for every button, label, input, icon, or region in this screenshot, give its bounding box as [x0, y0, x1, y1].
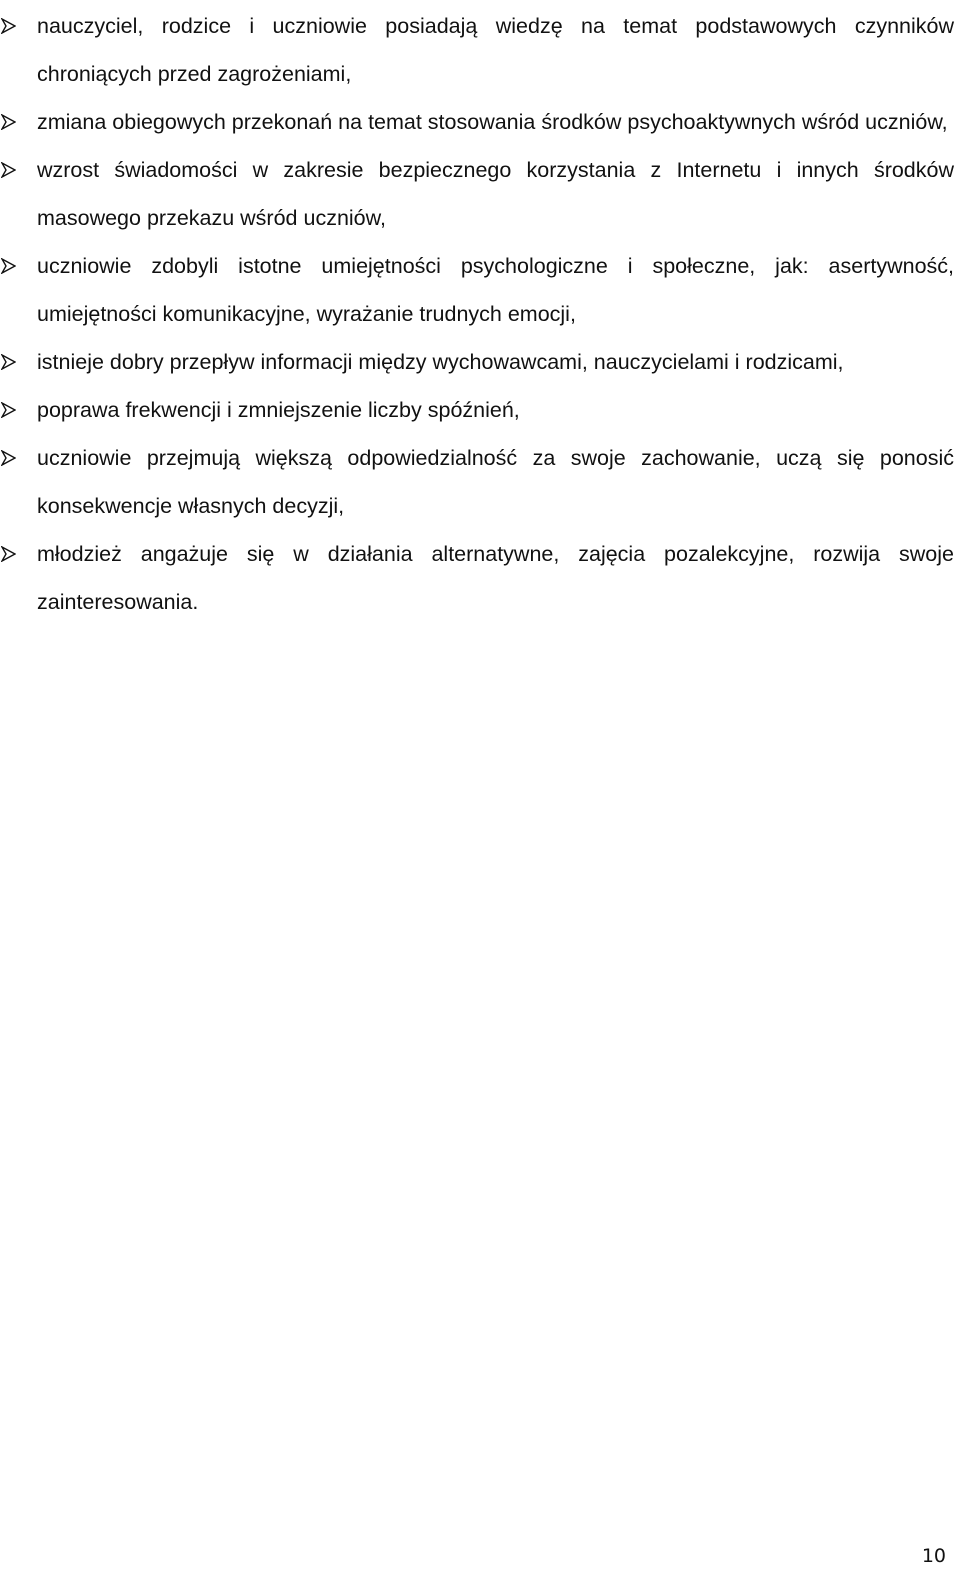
list-item [0, 530, 954, 626]
page-number: 10 [921, 1545, 946, 1567]
bullet-text: istnieje dobry przepływ informacji między wychowawcami, nauczycielami i rodzicami, [37, 350, 844, 374]
arrowhead-bullet-icon [1, 258, 16, 274]
arrowhead-bullet-icon [1, 18, 16, 34]
bullet-text: wzrost świadomości w zakresie bezpiecznego korzystania z Internetu i innych środków masowego przekazu wśród uczniów, [37, 158, 954, 230]
list-item [0, 338, 954, 386]
arrowhead-bullet-icon [1, 354, 16, 370]
arrowhead-bullet-icon [1, 162, 16, 178]
arrowhead-bullet-icon [1, 402, 16, 418]
list-item [0, 386, 954, 434]
list-item [0, 242, 954, 338]
bullet-text: nauczyciel, rodzice i uczniowie posiadają wiedzę na temat podstawowych czynników chroniących przed zagrożeniami, [37, 14, 954, 86]
arrowhead-bullet-icon [1, 450, 16, 466]
bullet-text: uczniowie przejmują większą odpowiedzialność za swoje zachowanie, uczą się ponosić konsekwencje własnych decyzji, [37, 446, 954, 518]
list-item [0, 434, 954, 530]
list-item [0, 146, 954, 242]
list-item [0, 98, 954, 146]
bullet-list [0, 2, 954, 626]
arrowhead-bullet-icon [1, 114, 16, 130]
bullet-text: poprawa frekwencji i zmniejszenie liczby spóźnień, [37, 398, 520, 422]
list-item [0, 2, 954, 98]
bullet-text: zmiana obiegowych przekonań na temat stosowania środków psychoaktywnych wśród uczniów, [37, 110, 948, 134]
bullet-text: młodzież angażuje się w działania alternatywne, zajęcia pozalekcyjne, rozwija swoje zainteresowania. [37, 542, 954, 614]
arrowhead-bullet-icon [1, 546, 16, 562]
bullet-text: uczniowie zdobyli istotne umiejętności psychologiczne i społeczne, jak: asertywność, umiejętności komunikacyjne, wyrażanie trudnych emocji, [37, 254, 954, 326]
